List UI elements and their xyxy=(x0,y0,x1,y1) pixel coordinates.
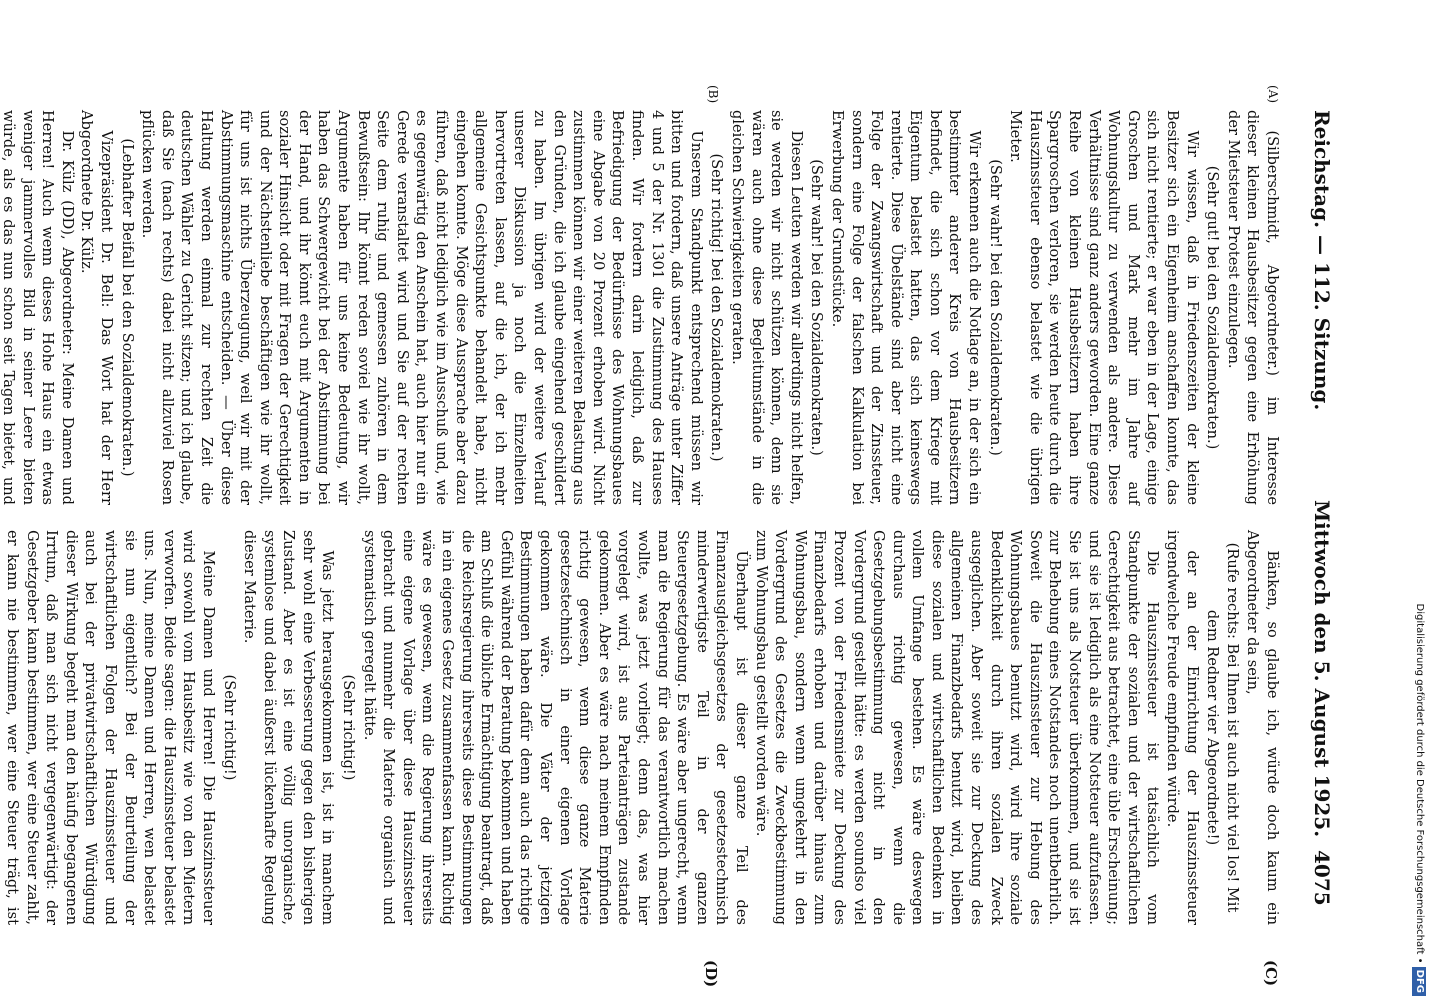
left-text-column xyxy=(0,110,1282,505)
paragraph: Überhaupt ist dieser ganze Teil des Finanzausgleichsgesetzes der gesetzestechnisch minderwertigste Teil in der ganzen Steuergesetzgebung. Es wäre aber ungerecht, wenn man die Regierung für das verantwortlich machen wollte, was jetzt vorliegt; denn das, was hier vorgelegt wird, ist aus Parteianträgen zustande gekommen. Aber es wäre nach meinem Empfinden richtig gewesen, wenn diese ganze Materie gesetzestechnisch in einer eigenen Vorlage gekommen wäre. Die Väter der jetzigen Bestimmungen haben dafür denn auch das richtige Gefühl während der Beratung bekommen und haben am Schluß die übliche Ermächtigung beantragt, daß die Reichsregierung ihrerseits diese Bestimmungen in ein eigenes Gesetz zusammenfassen kann. Richtig wäre es gewesen, wenn die Regierung ihrerseits eine eigene Vorlage über diese Hauszinssteuer gebracht und nunmehr die Materie organisch und systematisch geregelt hätte. xyxy=(360,530,750,925)
margin-marker-a: (A) xyxy=(1266,85,1280,104)
interjection: (Sehr richtig! bei den Sozialdemokraten.) xyxy=(708,153,726,462)
paragraph: der an der Einrichtung der Hauszinssteuer irgendwelche Freude empfinden würde. xyxy=(1164,530,1201,925)
paragraph: Diesen Leuten werden wir allerdings nicht helfen, sie werden wir nicht schützen können, denn sie wären auch ohne diese Begleitumstände in die gleichen Schwierigkeiten geraten. xyxy=(728,110,805,505)
interjection: (Sehr richtig!) xyxy=(220,674,238,781)
interjection: (Lebhafter Beifall bei den Sozialdemokraten.) xyxy=(118,138,136,477)
header-left: Reichstag. — 112. Sitzung. xyxy=(1310,110,1334,411)
interjection: (Rufe rechts: Bei Ihnen ist auch nicht viel los! Mit dem Redner vier Abgeordnete!) xyxy=(1204,542,1241,913)
paragraph: Wir erkennen auch die Notlage an, in der sich ein bestimmter anderer Kreis von Hausbesitzern befindet, die sich schon vor dem Kriege mit Eigentum belastet hatten, das sich keineswegs rentierte. Diese Übelstände sind aber nicht eine Folge der Zwangswirtschaft und der Zinssteuer, sondern eine Folge der falschen Kalkulation bei Erwerbung der Grundstücke. xyxy=(828,110,984,505)
paragraph: Bänken, so glaube ich, würde doch kaum ein Abgeordneter da sein, xyxy=(1244,530,1281,925)
right-text-column xyxy=(0,530,1282,925)
funding-note: Digitalisierung gefördert durch die Deutsche Forschungsgemeinschaft • DFG xyxy=(1407,6,1431,996)
paragraph: Die Hauszinssteuer ist tatsächlich vom Standpunkte der sozialen und der wirtschaftlichen Gerechtigkeit aus betrachtet, eine üble Erscheinung; und sie ist lediglich als eine Notsteuer aufzufassen. Sie ist uns als Notsteuer überkommen, und sie ist zur Behebung eines Notstandes noch unentbehrlich. Soweit die Hauszinssteuer zur Hebung des Wohnungsbaues benutzt wird, wird ihre soziale Bedenklichkeit durch ihren sozialen Zweck ausgeglichen. Aber soweit sie zur Deckung des allgemeinen Finanzbedarfs benutzt wird, bleiben diese sozialen und wirtschaftlichen Bedenken in vollem Umfange bestehen. Es wäre deswegen durchaus richtig gewesen, wenn die Gesetzgebungsbestimmung nicht in den Vordergrund gestellt hätte: es werden soundso viel Prozent von der Friedensmiete zur Deckung des Finanzbedarfs erhoben und darüber hinaus zum Wohnungsbau, sondern wenn umgekehrt in den Vordergrund des Gesetzes die Zweckbestimmung zum Wohnungsbau gestellt worden wäre. xyxy=(752,530,1162,925)
paragraph: Wir wissen, daß in Friedenszeiten der kleine Besitzer sich ein Eigenheim anschaffen konnte, das sich nicht rentierte; er war eben in der Lage, einige Groschen und Mark mehr im Jahre auf Wohnungskultur zu verwenden als andere. Diese Verhältnisse sind ganz anders geworden. Eine ganze Reihe von kleinen Hausbesitzern haben ihre Spargroschen verloren, sie werden heute durch die Hauszinssteuer ebenso belastet wie die übrigen Mieter. xyxy=(1007,110,1201,505)
margin-marker-d: (D) xyxy=(702,960,720,988)
interjection: (Sehr richtig!) xyxy=(340,674,358,781)
paragraph: Was jetzt herausgekommen ist, ist in manchem sehr wohl eine Verbesserung gegen den bisherigen Zustand. Aber es ist eine völlig unorganische, systemlose und dabei äußerst lückenhafte Regelung dieser Materie. xyxy=(241,530,337,925)
page-number: 4075 xyxy=(1310,850,1334,906)
paragraph: Unserem Standpunkt entsprechend müssen wir bitten und fordern, daß unsere Anträge unter Ziffer 4 und 5 der Nr. 1301 die Zustimmung des Hauses finden. Wir fordern darin lediglich, daß zur Befriedigung der Bedürfnisse des Wohnungsbaues eine Abgabe von 20 Prozent erhoben wird. Nicht zustimmen können wir einer weiteren Belastung aus den Gründen, die ich glaube eingehend geschildert zu haben. Im übrigen wird der weitere Verlauf unserer Diskussion ja noch die Einzelheiten hervortreten lassen, auf die ich, der ich mehr allgemeine Gesichtspunkte behandelt habe, nicht eingehen konnte. Möge diese Aussprache aber dazu führen, daß nicht lediglich wie im Ausschuß und, wie es gegenwärtig den Anschein hat, auch hier nur ein Gerede veranstaltet wird und Sie auf der rechten Seite dem ruhig und gemessen zuhören in dem Bewußtsein: Ihr könnt reden soviel wie ihr wollt, Argumente haben für uns keine Bedeutung, wir haben das Schwergewicht bei der Abstimmung bei der Hand, und ihr könnt euch mit Argumenten in sozialer Hinsicht oder mit Fragen der Gerechtigkeit und der Nächstenliebe beschäftigen wie ihr wollt, für uns ist nichts Überzeugung, weil wir mit der Abstimmungsmaschine entscheiden. — Über diese Haltung werden einmal zur rechten Zeit die deutschen Wähler zu Gericht sitzen; und ich glaube, daß Sie (nach rechts) dabei nicht allzuviel Rosen pflücken werden. xyxy=(139,110,705,505)
header-date: Mittwoch den 5. August 1925. xyxy=(1310,500,1334,838)
interjection: (Sehr wahr! bei den Sozialdemokraten.) xyxy=(808,159,826,456)
funding-note-text: Digitalisierung gefördert durch die Deutsche Forschungsgemeinschaft xyxy=(1414,603,1425,955)
margin-marker-c: (C) xyxy=(1262,960,1280,987)
paragraph: Dr. Külz (DD), Abgeordneter: Meine Damen und Herren! Auch wenn dieses Hohe Haus ein etwas weniger jammervolles Bild in seiner Leere bieten würde, als es das nun schon seit Tagen bietet, und xyxy=(0,110,76,505)
page-header xyxy=(1294,110,1334,930)
paragraph: Vizepräsident Dr. Bell: Das Wort hat der Herr Abgeordnete Dr. Külz. xyxy=(78,110,115,505)
paragraph: (Silberschmidt, Abgeordneter.) im Interesse dieser kleinen Hausbesitzer gegen eine Erhöhung der Mietsteuer Protest einzulegen. xyxy=(1224,110,1281,505)
interjection: (Sehr gut! bei den Sozialdemokraten.) xyxy=(1204,165,1222,450)
dfg-logo: DFG xyxy=(1412,967,1426,996)
interjection: (Sehr wahr! bei den Sozialdemokraten.) xyxy=(986,159,1004,456)
paragraph: Meine Damen und Herren! Die Hauszinssteuer wird sowohl vom Hausbesitz wie von den Mietern verworfen. Beide sagen: die Hauszinssteuer belastet uns. Nun, meine Damen und Herren, wen belastet sie nun eigentlich? Bei der Beurteilung der wirtschaftlichen Folgen der Hauszinssteuer und auch bei der privatwirtschaftlichen Würdigung dieser Wirkung begeht man den häufig begangenen Irrtum, daß man sich nicht vergegenwärtigt: der Gesetzgeber kann bestimmen, wer eine Steuer zahlt, er kann nie bestimmen, wer eine Steuer trägt, ist xyxy=(4,530,217,925)
margin-marker-b: (B) xyxy=(706,85,720,104)
